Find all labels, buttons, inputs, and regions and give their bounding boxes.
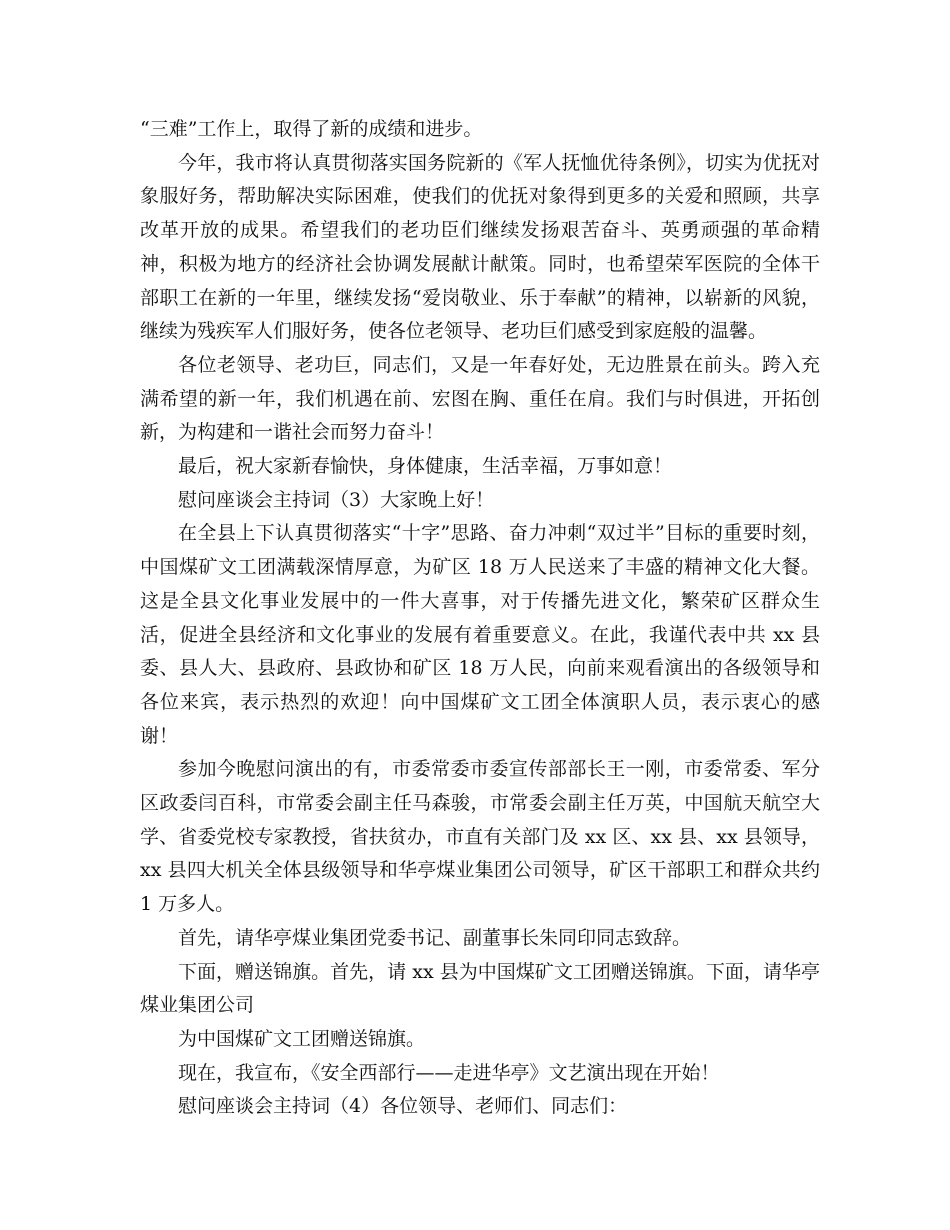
paragraph-banner-cont: 为中国煤矿文工团赠送锦旗。 [178, 1027, 426, 1050]
document-body [140, 113, 820, 1124]
paragraph-regulations: 今年，我市将认真贯彻落实国务院新的《军人抚恤优待条例》，切实为优抚对象服好务，帮助解决实际困难，使我们的优抚对象得到更多的关爱和照顾，共享改革开放的成果。希望我们的老功臣们继续发扬艰苦奋斗、英勇顽强的革命精神，积极为地方的经济社会协调发展献计献策。同时，也希望荣军医院的全体干部职工在新的一年里，继续发扬“爱岗敬业、乐于奉献”的精神，以崭新的风貌，继续为残疾军人们服好务，使各位老领导、老功巨们感受到家庭般的温馨。 [140, 151, 820, 343]
paragraph-banner: 下面，赠送锦旗。首先，请 xx 县为中国煤矿文工团赠送锦旗。下面，请华亭煤业集团公司 [140, 960, 820, 1017]
section-heading-4: 慰问座谈会主持词（4）各位领导、老师们、同志们： [178, 1095, 628, 1118]
paragraph-attendees: 参加今晚慰问演出的有，市委常委市委宣传部部长王一刚，市委常委、军分区政委闫百科，市常委会副主任马森骏，市常委会副主任万英，中国航天航空大学、省委党校专家教授，省扶贫办，市直有关部门及 xx 区、xx 县、xx 县领导，xx 县四大机关全体县级领导和华亭煤业集团公司领导，矿区干部职工和群众共约 1 万多人。 [140, 758, 820, 916]
paragraph-speech: 首先，请华亭煤业集团党委书记、副董事长朱同印同志致辞。 [178, 926, 692, 949]
paragraph-announce: 现在，我宣布，《安全西部行——走进华亭》文艺演出现在开始！ [178, 1061, 720, 1084]
paragraph-continuation: “三难”工作上，取得了新的成绩和进步。 [140, 118, 483, 140]
section-heading-3: 慰问座谈会主持词（3）大家晚上好！ [178, 488, 495, 511]
paragraph-wishes: 最后，祝大家新春愉快，身体健康，生活幸福，万事如意！ [178, 455, 673, 478]
paragraph-troupe-welcome: 在全县上下认真贯彻落实“十字”思路、奋力冲刺“双过半”目标的重要时刻，中国煤矿文工团满载深情厚意，为矿区 18 万人民送来了丰盛的精神文化大餐。这是全县文化事业发展中的一件大喜事，对于传播先进文化，繁荣矿区群众生活，促进全县经济和文化事业的发展有着重要意义。在此，我谨代表中共 xx 县委、县人大、县政府、县政协和矿区 18 万人民，向前来观看演出的各级领导和各位来宾，表示热烈的欢迎！向中国煤矿文工团全体演职人员，表示衷心的感谢！ [140, 522, 820, 747]
paragraph-new-year: 各位老领导、老功巨，同志们，又是一年春好处，无边胜景在前头。跨入充满希望的新一年，我们机遇在前、宏图在胸、重任在肩。我们与时俱进，开拓创新，为构建和一谐社会而努力奋斗！ [140, 353, 820, 444]
